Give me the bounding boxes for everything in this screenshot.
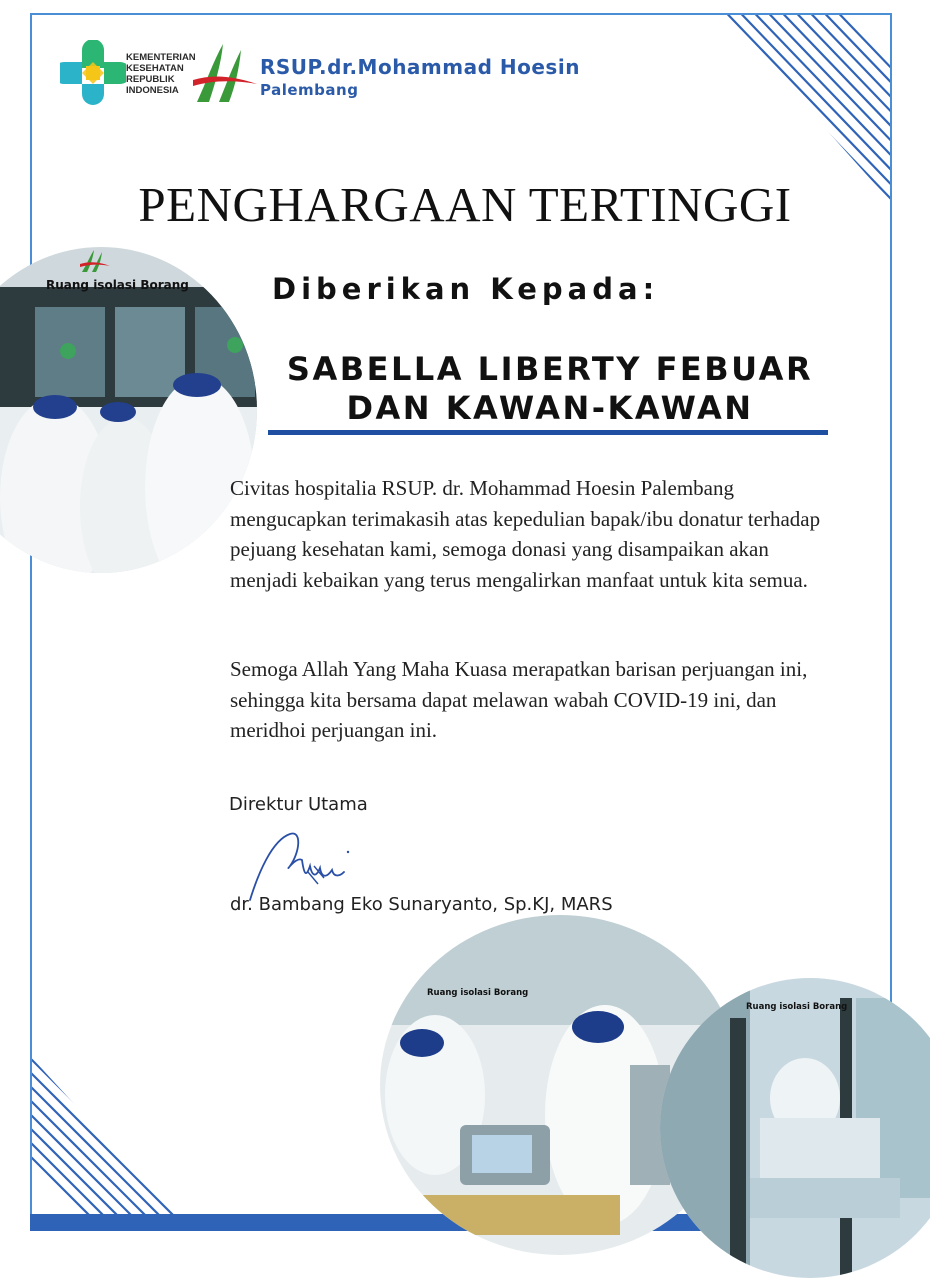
kemenkes-line-2: KESEHATAN (126, 63, 184, 74)
certificate-title: PENGHARGAAN TERTINGGI (138, 177, 792, 232)
recipient-underline (268, 430, 828, 435)
kemenkes-line-1: KEMENTERIAN (126, 52, 196, 63)
recipient-line-1: SABELLA LIBERTY FEBUAR (286, 350, 814, 388)
photo-label-2: Ruang isolasi Borang (427, 988, 529, 998)
kemenkes-logo (60, 40, 126, 106)
hospital-name: RSUP.dr.Mohammad Hoesin (260, 55, 580, 79)
rsup-logo (193, 40, 257, 106)
hospital-city: Palembang (260, 81, 359, 99)
prayer-paragraph: Semoga Allah Yang Maha Kuasa merapatkan barisan perjuangan ini, sehingga kita bersama dapat melawan wabah COVID-19 ini, dan meridhoi perjuangan ini. (230, 657, 808, 742)
photo-label-1: Ruang isolasi Borang (46, 278, 189, 292)
thanks-paragraph: Civitas hospitalia RSUP. dr. Mohammad Hoesin Palembang mengucapkan terimakasih atas kepedulian bapak/ibu donatur terhadap pejuang kesehatan kami, semoga donasi yang disampaikan akan menjadi kebaikan yang terus mengalirkan manfaat untuk kita semua. (230, 476, 821, 592)
rsup-photo-logo-icon (80, 248, 110, 274)
director-title: Direktur Utama (229, 794, 368, 815)
director-name: dr. Bambang Eko Sunaryanto, Sp.KJ, MARS (230, 894, 613, 915)
recipient-name (270, 350, 830, 428)
photo-label-3: Ruang isolasi Borang (746, 1002, 848, 1012)
recipient-line-2: DAN KAWAN-KAWAN (346, 389, 754, 427)
kemenkes-line-4: INDONESIA (126, 85, 179, 96)
given-to-heading: Diberikan Kepada: (272, 272, 660, 306)
stripes-decoration-bottom-left (32, 1058, 177, 1216)
stripes-decoration-top-right (724, 15, 890, 201)
kemenkes-line-3: REPUBLIK (126, 74, 175, 85)
